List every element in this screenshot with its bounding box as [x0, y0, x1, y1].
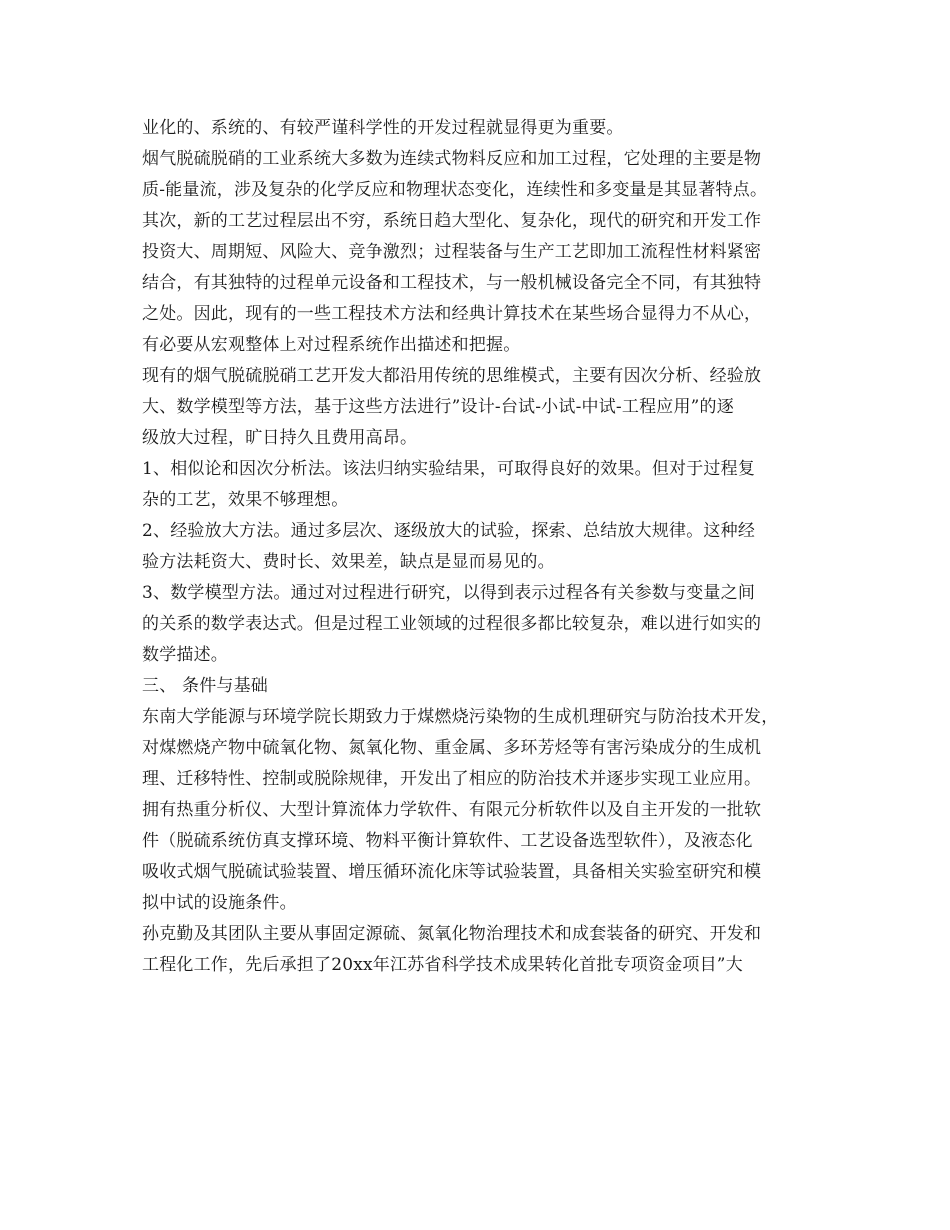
- text-line: 现有的烟气脱硫脱硝工艺开发大都沿用传统的思维模式，主要有因次分析、经验放: [142, 366, 762, 386]
- text-line: 业化的、系统的、有较严谨科学性的开发过程就显得更为重要。: [142, 118, 624, 138]
- text-line: 的关系的数学表达式。但是过程工业领域的过程很多都比较复杂，难以进行如实的: [142, 614, 762, 634]
- text-line: 孙克勤及其团队主要从事固定源硫、氮氧化物治理技术和成套装备的研究、开发和: [142, 924, 762, 944]
- text-line: 件（脱硫系统仿真支撑环境、物料平衡计算软件、工艺设备选型软件），及液态化: [142, 831, 753, 851]
- text-line: 数学描述。: [142, 645, 228, 665]
- text-line: 杂的工艺，效果不够理想。: [142, 490, 349, 510]
- text-line: 投资大、周期短、风险大、竞争激烈；过程装备与生产工艺即加工流程性材料紧密: [142, 242, 762, 262]
- text-line: 拟中试的设施条件。: [142, 893, 297, 913]
- text-line: 对煤燃烧产物中硫氧化物、氮氧化物、重金属、多环芳烃等有害污染成分的生成机: [142, 738, 762, 758]
- text-line: 拥有热重分析仪、大型计算流体力学软件、有限元分析软件以及自主开发的一批软: [142, 800, 762, 820]
- text-line: 1、相似论和因次分析法。该法归纳实验结果，可取得良好的效果。但对于过程复: [142, 459, 756, 479]
- text-line: 结合，有其独特的过程单元设备和工程技术，与一般机械设备完全不同，有其独特: [142, 273, 762, 293]
- text-line: 质-能量流，涉及复杂的化学反应和物理状态变化，连续性和多变量是其显著特点。: [142, 180, 768, 200]
- text-line: 3、数学模型方法。通过对过程进行研究，以得到表示过程各有关参数与变量之间: [142, 583, 756, 603]
- text-line: 东南大学能源与环境学院长期致力于煤燃烧污染物的生成机理研究与防治技术开发，: [142, 707, 779, 727]
- text-line: 烟气脱硫脱硝的工业系统大多数为连续式物料反应和加工过程，它处理的主要是物: [142, 149, 762, 169]
- text-line: 工程化工作，先后承担了20xx年江苏省科学技术成果转化首批专项资金项目”大: [142, 955, 743, 975]
- text-line: 理、迁移特性、控制或脱除规律，开发出了相应的防治技术并逐步实现工业应用。: [142, 769, 762, 789]
- text-line: 有必要从宏观整体上对过程系统作出描述和把握。: [142, 335, 521, 355]
- text-line: 吸收式烟气脱硫试验装置、增压循环流化床等试验装置，具备相关实验室研究和模: [142, 862, 762, 882]
- text-line: 之处。因此，现有的一些工程技术方法和经典计算技术在某些场合显得力不从心，: [142, 304, 762, 324]
- text-line: 2、经验放大方法。通过多层次、逐级放大的试验，探索、总结放大规律。这种经: [142, 521, 756, 541]
- text-line: 大、数学模型等方法，基于这些方法进行”设计-台试-小试-中试-工程应用”的逐: [142, 397, 734, 417]
- document-body: [142, 113, 822, 981]
- text-line: 其次，新的工艺过程层出不穷，系统日趋大型化、复杂化，现代的研究和开发工作: [142, 211, 762, 231]
- text-line: 验方法耗资大、费时长、效果差，缺点是显而易见的。: [142, 552, 555, 572]
- section-heading: 三、 条件与基础: [142, 676, 269, 696]
- text-line: 级放大过程，旷日持久且费用高昂。: [142, 428, 418, 448]
